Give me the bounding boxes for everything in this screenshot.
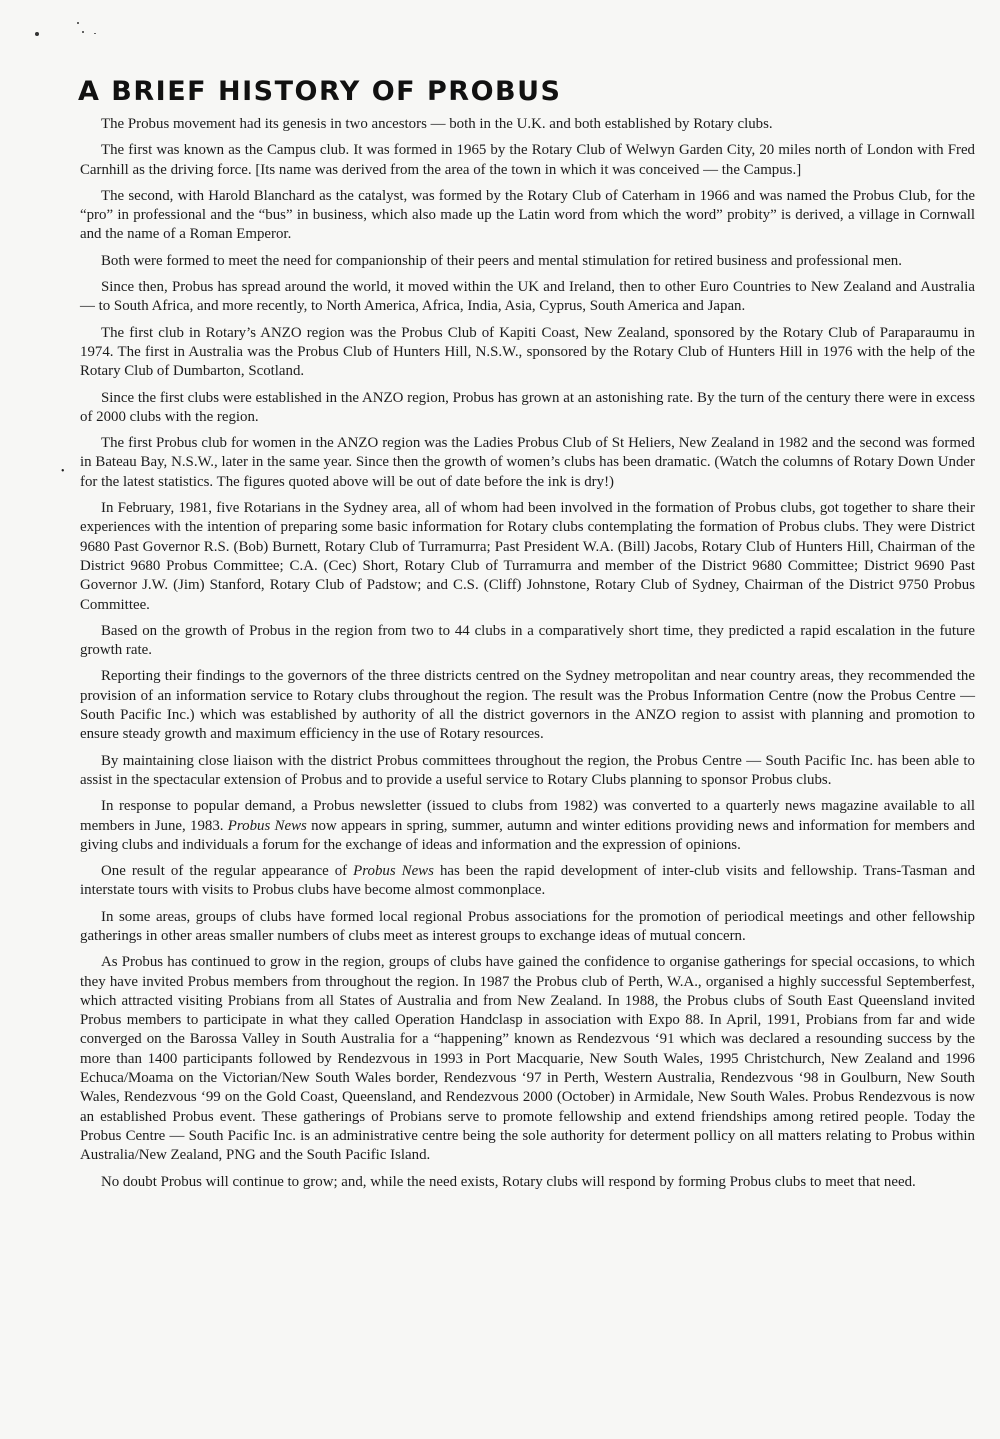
paragraph: By maintaining close liaison with the district Probus committees throughout the region, the Probus Centre — South Pacific Inc. has been able to assist in the spectacular extension of Probus and to provide a useful service to Rotary Clubs planning to sponsor Probus clubs. [80, 752, 975, 788]
paragraph: In some areas, groups of clubs have formed local regional Probus associations for the promotion of periodical meetings and other fellowship gatherings in other areas smaller numbers of clubs meet as interest groups to exchange ideas of mutual concern. [80, 908, 975, 944]
text-run: has been the rapid development of inter-club visits and fellowship. Trans-Tasman and interstate tours with visits to Probus clubs have become almost commonplace. [80, 863, 976, 899]
paragraph: Both were formed to meet the need for companionship of their peers and mental stimulation for retired business and professional men. [101, 252, 902, 269]
scan-speck [82, 31, 84, 33]
scan-speck [94, 33, 96, 34]
paragraph: The first was known as the Campus club. It was formed in 1965 by the Rotary Club of Welwyn Garden City, 20 miles north of London with Fred Carnhill as the driving force. [Its name was derived from the area of the town in which it was conceived — the Campus.] [80, 142, 975, 178]
bullet-mark: • [61, 466, 65, 477]
paragraph: No doubt Probus will continue to grow; and, while the need exists, Rotary clubs will respond by forming Probus clubs to meet that need. [101, 1173, 916, 1190]
scan-speck [77, 22, 79, 24]
scan-speck [35, 32, 39, 36]
paragraph: Reporting their findings to the governors of the three districts centred on the Sydney metropolitan and near country areas, they recommended the provision of an information service to Rotary clubs throughout the region. The result was the Probus Information Centre (now the Probus Centre — South Pacific Inc.) which was established by authority of all the district governors in the ANZO region to assist with planning and promotion to ensure steady growth and maximum efficiency in the use of Rotary resources. [80, 668, 975, 743]
paragraph: As Probus has continued to grow in the region, groups of clubs have gained the confidence to organise gatherings for special occasions, to which they have invited Probus members from throughout the region. In 1987 the Probus club of Perth, W.A., organised a highly successful Septemberfest, which attracted visiting Probians from all States of Australia and from New Zealand. In 1988, the Probus clubs of South East Queensland invited Probus members to participate in what they called Operation Handclasp in association with Expo 88. In April, 1991, Probians from far and wide converged on the Barossa Valley in South Australia for a “happening” known as Rendezvous ‘91 which was declared a resounding success by the more than 1400 participants followed by Rendezvous in 1993 in Port Macquarie, New South Wales, 1995 Christchurch, New Zealand and 1996 Echuca/Moama on the Victorian/New South Wales border, Rendezvous ‘97 in Perth, Western Australia, Rendezvous ‘98 in Goulburn, New South Wales, Rendezvous ‘99 on the Gold Coast, Queensland, and Rendezvous 2000 (October) in Armidale, New South Wales. Probus Rendezvous is now an established Probus event. These gatherings of Probians serve to promote fellowship and extend friendships among retired people. Today the Probus Centre — South Pacific Inc. is an administrative centre being the sole authority for determent pollicy on all matters relating to Probus within Australia/New Zealand, PNG and the South Pacific Island. [80, 954, 975, 1164]
page-title: A BRIEF HISTORY OF PROBUS [78, 76, 562, 107]
paragraph: The second, with Harold Blanchard as the catalyst, was formed by the Rotary Club of Caterham in 1966 and was named the Probus Club, for the “pro” in professional and the “bus” in business, which also made up the Latin word from which the word” probity” is derived, a village in Cornwall and the name of a Roman Emperor. [80, 187, 975, 243]
publication-name: Probus News [353, 863, 434, 880]
paragraph: Since then, Probus has spread around the world, it moved within the UK and Ireland, then to other Euro Countries to New Zealand and Australia — to South Africa, and more recently, to North America, Africa, India, Asia, Cyprus, South America and Japan. [80, 279, 975, 315]
paragraph-interclub [80, 862, 975, 901]
paragraph: Based on the growth of Probus in the region from two to 44 clubs in a comparatively short time, they predicted a rapid escalation in the future growth rate. [80, 622, 975, 659]
text-run: In response to popular demand, a Probus newsletter (issued to clubs from 1982) was converted to a quarterly news magazine available to all members in June, 1983. [80, 798, 975, 834]
paragraph: In February, 1981, five Rotarians in the Sydney area, all of whom had been involved in the formation of Probus clubs, got together to share their experiences with the intention of preparing some basic information for Rotary clubs contemplating the formation of Probus clubs. They were District 9680 Past Governor R.S. (Bob) Burnett, Rotary Club of Turramurra; Past President W.A. (Bill) Jacobs, Rotary Club of Hunters Hill, Chairman of the District 9680 Probus Committee; C.A. (Cec) Short, Rotary Club of Turramurra and member of the District 9680 Committee; District 9690 Past Governor J.W. (Jim) Stanford, Rotary Club of Padstow; and C.S. (Cliff) Johnstone, Rotary Club of Sydney, Chairman of the District 9750 Probus Committee. [80, 500, 975, 613]
paragraph: The first club in Rotary’s ANZO region was the Probus Club of Kapiti Coast, New Zealand, sponsored by the Rotary Club of Paraparaumu in 1974. The first in Australia was the Probus Club of Hunters Hill, N.S.W., sponsored by the Rotary Club of Hunters Hill in 1976 with the help of the Rotary Club of Dumbarton, Scotland. [80, 324, 975, 380]
paragraph: Since the first clubs were established in the ANZO region, Probus has grown at an astonishing rate. By the turn of the century there were in excess of 2000 clubs with the region. [80, 389, 975, 425]
paragraph: The first Probus club for women in the ANZO region was the Ladies Probus Club of St Heliers, New Zealand in 1982 and the second was formed in Bateau Bay, N.S.W., later in the same year. Since then the growth of women’s clubs has been dramatic. (Watch the columns of Rotary Down Under for the latest statistics. The figures quoted above will be out of date before the ink is dry!) [80, 435, 975, 490]
text-run: One result of the regular appearance of [101, 863, 354, 880]
text-run: now appears in spring, summer, autumn and winter editions providing news and information for members and giving clubs and individuals a forum for the exchange of ideas and information and the expression of opinions. [80, 817, 976, 853]
paragraph-newsletter [80, 797, 975, 855]
publication-name: Probus News [227, 817, 307, 834]
article-body [80, 115, 975, 1199]
paragraph: The Probus movement had its genesis in two ancestors — both in the U.K. and both established by Rotary clubs. [101, 116, 773, 132]
